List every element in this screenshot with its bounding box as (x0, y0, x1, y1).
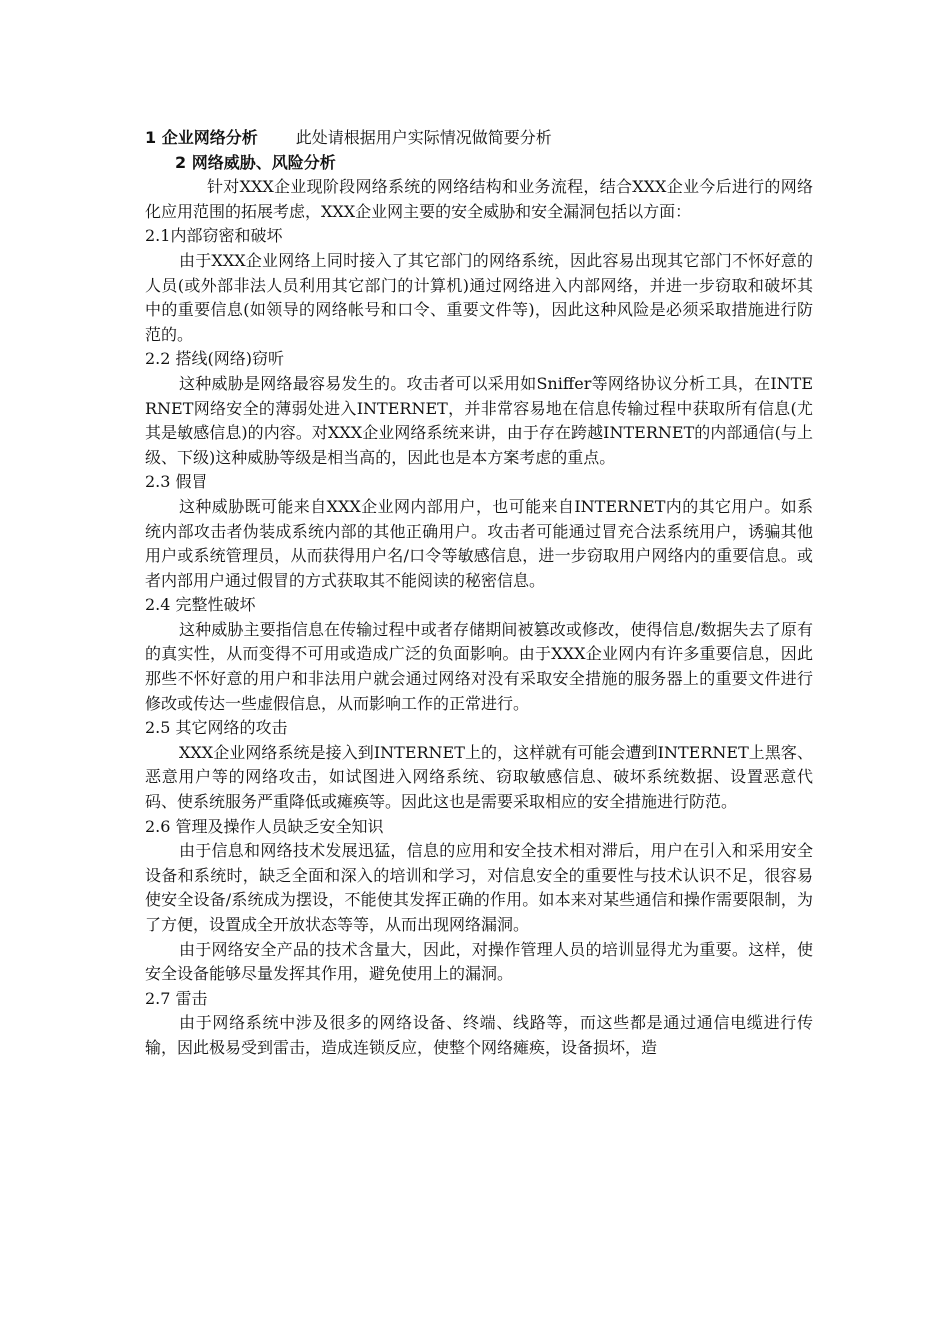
section-paragraph: 这种威胁既可能来自XXX企业网内部用户，也可能来自INTERNET内的其它用户。如系统内部攻击者伪装成系统内部的其他正确用户。攻击者可能通过冒充合法系统用户，诱骗其他用户或系统管理员，从而获得用户名/口令等敏感信息，进一步窃取用户网络内的重要信息。或者内部用户通过假冒的方式获取其不能阅读的秘密信息。 (145, 496, 813, 590)
heading-2: 2 网络威胁、风险分析 (175, 152, 336, 172)
section-paragraph: XXX企业网络系统是接入到INTERNET上的，这样就有可能会遭到INTERNET上黑客、恶意用户等的网络攻击，如试图进入网络系统、窃取敏感信息、破坏系统数据、设置恶意代码、使系统服务严重降低或瘫痪等。因此这也是需要采取相应的安全措施进行防范。 (145, 742, 813, 812)
section-title: 2.7 雷击 (145, 988, 208, 1008)
heading-1-title: 1 企业网络分析 (145, 128, 258, 147)
section-paragraph: 由于网络系统中涉及很多的网络设备、终端、线路等，而这些都是通过通信电缆进行传输，因此极易受到雷击，造成连锁反应，使整个网络瘫痪，设备损坏，造 (145, 1013, 813, 1057)
section-title: 2.2 搭线(网络)窃听 (145, 349, 285, 369)
document-page (145, 126, 813, 1061)
section-paragraph: 由于XXX企业网络上同时接入了其它部门的网络系统，因此容易出现其它部门不怀好意的人员(或外部非法人员利用其它部门的计算机)通过网络进入内部网络，并进一步窃取和破坏其中的重要信息(如领导的网络帐号和口令、重要文件等)，因此这种风险是必须采取措施进行防范的。 (145, 250, 813, 344)
section-paragraph: 由于网络安全产品的技术含量大，因此，对操作管理人员的培训显得尤为重要。这样，使安全设备能够尽量发挥其作用，避免使用上的漏洞。 (145, 939, 813, 984)
intro-paragraph: 针对XXX企业现阶段网络系统的网络结构和业务流程，结合XXX企业今后进行的网络化应用范围的拓展考虑，XXX企业网主要的安全威胁和安全漏洞包括以方面： (145, 177, 813, 221)
section-paragraph: 这种威胁主要指信息在传输过程中或者存储期间被篡改或修改，使得信息/数据失去了原有的真实性，从而变得不可用或造成广泛的负面影响。由于XXX企业网内有许多重要信息，因此那些不怀好意的用户和非法用户就会通过网络对没有采取安全措施的服务器上的重要文件进行修改或传达一些虚假信息，从而影响工作的正常进行。 (145, 619, 813, 713)
section-title: 2.4 完整性破坏 (145, 595, 256, 615)
section-paragraph: 由于信息和网络技术发展迅猛，信息的应用和安全技术相对滞后，用户在引入和采用安全设备和系统时，缺乏全面和深入的培训和学习，对信息安全的重要性与技术认识不足，很容易使安全设备/系统成为摆设，不能使其发挥正确的作用。如本来对某些通信和操作需要限制，为了方便，设置成全开放状态等等，从而出现网络漏洞。 (145, 841, 813, 934)
section-title: 2.3 假冒 (145, 472, 208, 492)
section-title: 2.6 管理及操作人员缺乏安全知识 (145, 816, 384, 836)
section-paragraph: 这种威胁是网络最容易发生的。攻击者可以采用如Sniffer等网络协议分析工具，在INTERNET网络安全的薄弱处进入INTERNET，并非常容易地在信息传输过程中获取所有信息(尤其是敏感信息)的内容。对XXX企业网络系统来讲，由于存在跨越INTERNET的内部通信(与上级、下级)这种威胁等级是相当高的，因此也是本方案考虑的重点。 (145, 373, 813, 467)
section-title: 2.5 其它网络的攻击 (145, 718, 288, 738)
section-title: 2.1内部窃密和破坏 (145, 226, 283, 246)
heading-1-note: 此处请根据用户实际情况做简要分析 (295, 128, 552, 147)
heading-1 (145, 126, 813, 151)
